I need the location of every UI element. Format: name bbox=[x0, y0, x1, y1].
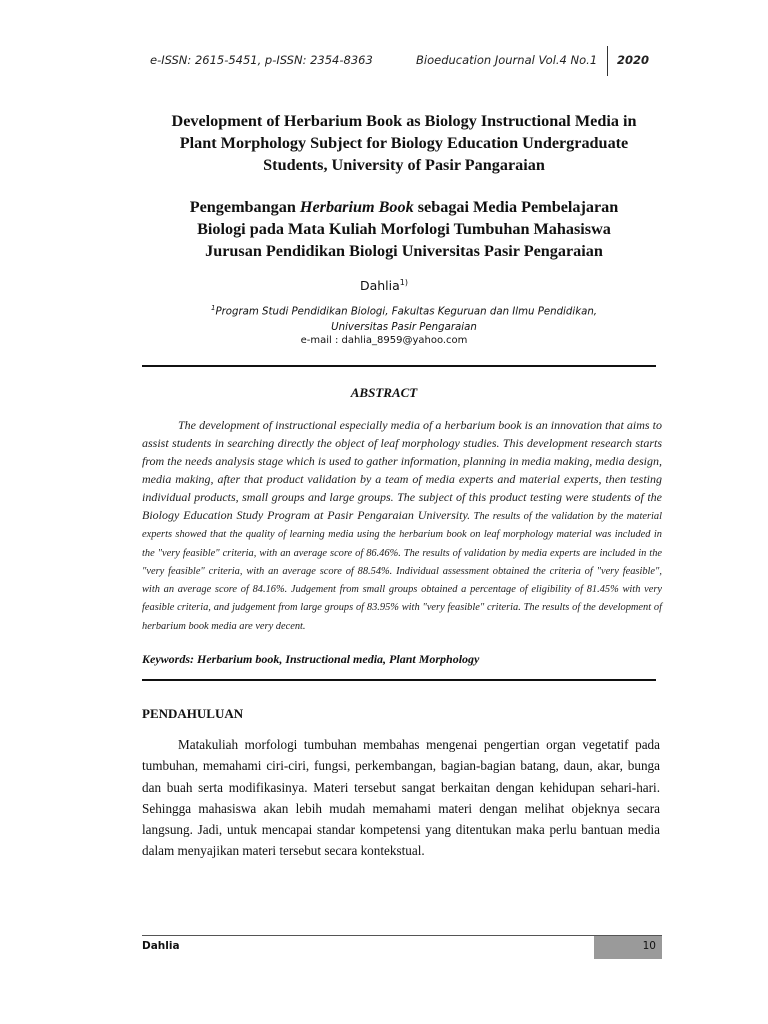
title-id-text: Pengembangan bbox=[189, 198, 300, 216]
section-paragraph: Matakuliah morfologi tumbuhan membahas mengenai pengertian organ vegetatif pada tumbuhan, memahami ciri-ciri, fungsi, perkembangan, bagian-bagian batang, daun, akar, bunga dan buah serta modifikasinya. Materi tersebut sangat berkaitan dengan kehidupan sehari-hari. Sehingga mahasiswa akan lebih mudah memahami materi dengan melihat objeknya secara langsung. Jadi, untuk mencapai standar kompetensi yang ditentukan maka perlu bantuan media dalam menyajikan materi tersebut secara kontekstual. bbox=[142, 737, 660, 859]
title-english-line: Plant Morphology Subject for Biology Education Undergraduate bbox=[179, 134, 629, 152]
title-indonesian-line bbox=[130, 196, 678, 218]
title-id-italic: Herbarium Book bbox=[299, 198, 414, 216]
email-address[interactable]: e-mail : dahlia_8959@yahoo.com bbox=[300, 335, 468, 346]
author-superscript: 1) bbox=[399, 278, 409, 287]
title-indonesian-line: Jurusan Pendidikan Biologi Universitas Pasir Pengaraian bbox=[205, 242, 603, 260]
title-indonesian-line: Biologi pada Mata Kuliah Morfologi Tumbuhan Mahasiswa bbox=[197, 220, 611, 238]
keywords: Keywords: Herbarium book, Instructional media, Plant Morphology bbox=[142, 652, 480, 666]
divider-top bbox=[142, 365, 656, 367]
footer-rule bbox=[142, 935, 662, 936]
abstract-part-2: The results of the validation by the material experts showed that the quality of learning media using the herbarium book on leaf morphology material was included in the "very feasible" criteria, with an average score of 86.46%. The results of validation by media experts are included in the "very feasible" criteria, with an average score of 88.54%. Individual assessment obtained the criteria of "very feasible", with an average score of 84.16%. Judgement from small groups obtained a percentage of eligibility of 81.45% with very feasible criteria, and judgement from large groups of 83.95% with "very feasible" criteria. The results of the development of herbarium book media are very decent. bbox=[142, 511, 662, 632]
title-english-line: Development of Herbarium Book as Biology Instructional Media in bbox=[171, 112, 637, 130]
footer-author: Dahlia bbox=[142, 940, 180, 952]
abstract-heading: ABSTRACT bbox=[350, 385, 418, 400]
affiliation-text: Program Studi Pendidikan Biologi, Fakultas Keguruan dan Ilmu Pendidikan, bbox=[215, 306, 598, 318]
title-english bbox=[130, 110, 678, 176]
abstract-part-1: The development of instructional especially media of a herbarium book is an innovation that aims to assist students in searching directly the object of leaf morphology studies. This development research starts from the needs analysis stage which is used to gather information, planning in media making, media design, media making, after that product validation by a team of media experts and material experts, then testing individual products, small groups and large groups. The subject of this product testing were students of the Biology Education Study Program at Pasir Pengaraian University. bbox=[142, 418, 662, 522]
affiliation-line bbox=[160, 300, 648, 320]
journal-year: 2020 bbox=[617, 53, 650, 67]
header-divider bbox=[607, 46, 608, 76]
issn-text: e-ISSN: 2615-5451, p-ISSN: 2354-8363 bbox=[150, 53, 373, 67]
author-name bbox=[0, 278, 768, 293]
affiliation bbox=[160, 300, 648, 336]
page-number-box bbox=[594, 936, 662, 959]
page-number: 10 bbox=[642, 940, 656, 952]
journal-name: Bioeducation Journal Vol.4 No.1 bbox=[416, 53, 598, 67]
running-header bbox=[142, 50, 660, 72]
title-id-text: sebagai Media Pembelajaran bbox=[413, 198, 619, 216]
affiliation-superscript: 1 bbox=[210, 304, 216, 312]
title-english-line: Students, University of Pasir Pangaraian bbox=[263, 156, 545, 174]
affiliation-line: Universitas Pasir Pengaraian bbox=[331, 322, 477, 334]
title-indonesian bbox=[130, 196, 678, 262]
abstract-body bbox=[142, 416, 662, 634]
divider-bottom bbox=[142, 679, 656, 681]
section-heading: PENDAHULUAN bbox=[142, 706, 244, 721]
author-name-text: Dahlia bbox=[359, 278, 400, 294]
